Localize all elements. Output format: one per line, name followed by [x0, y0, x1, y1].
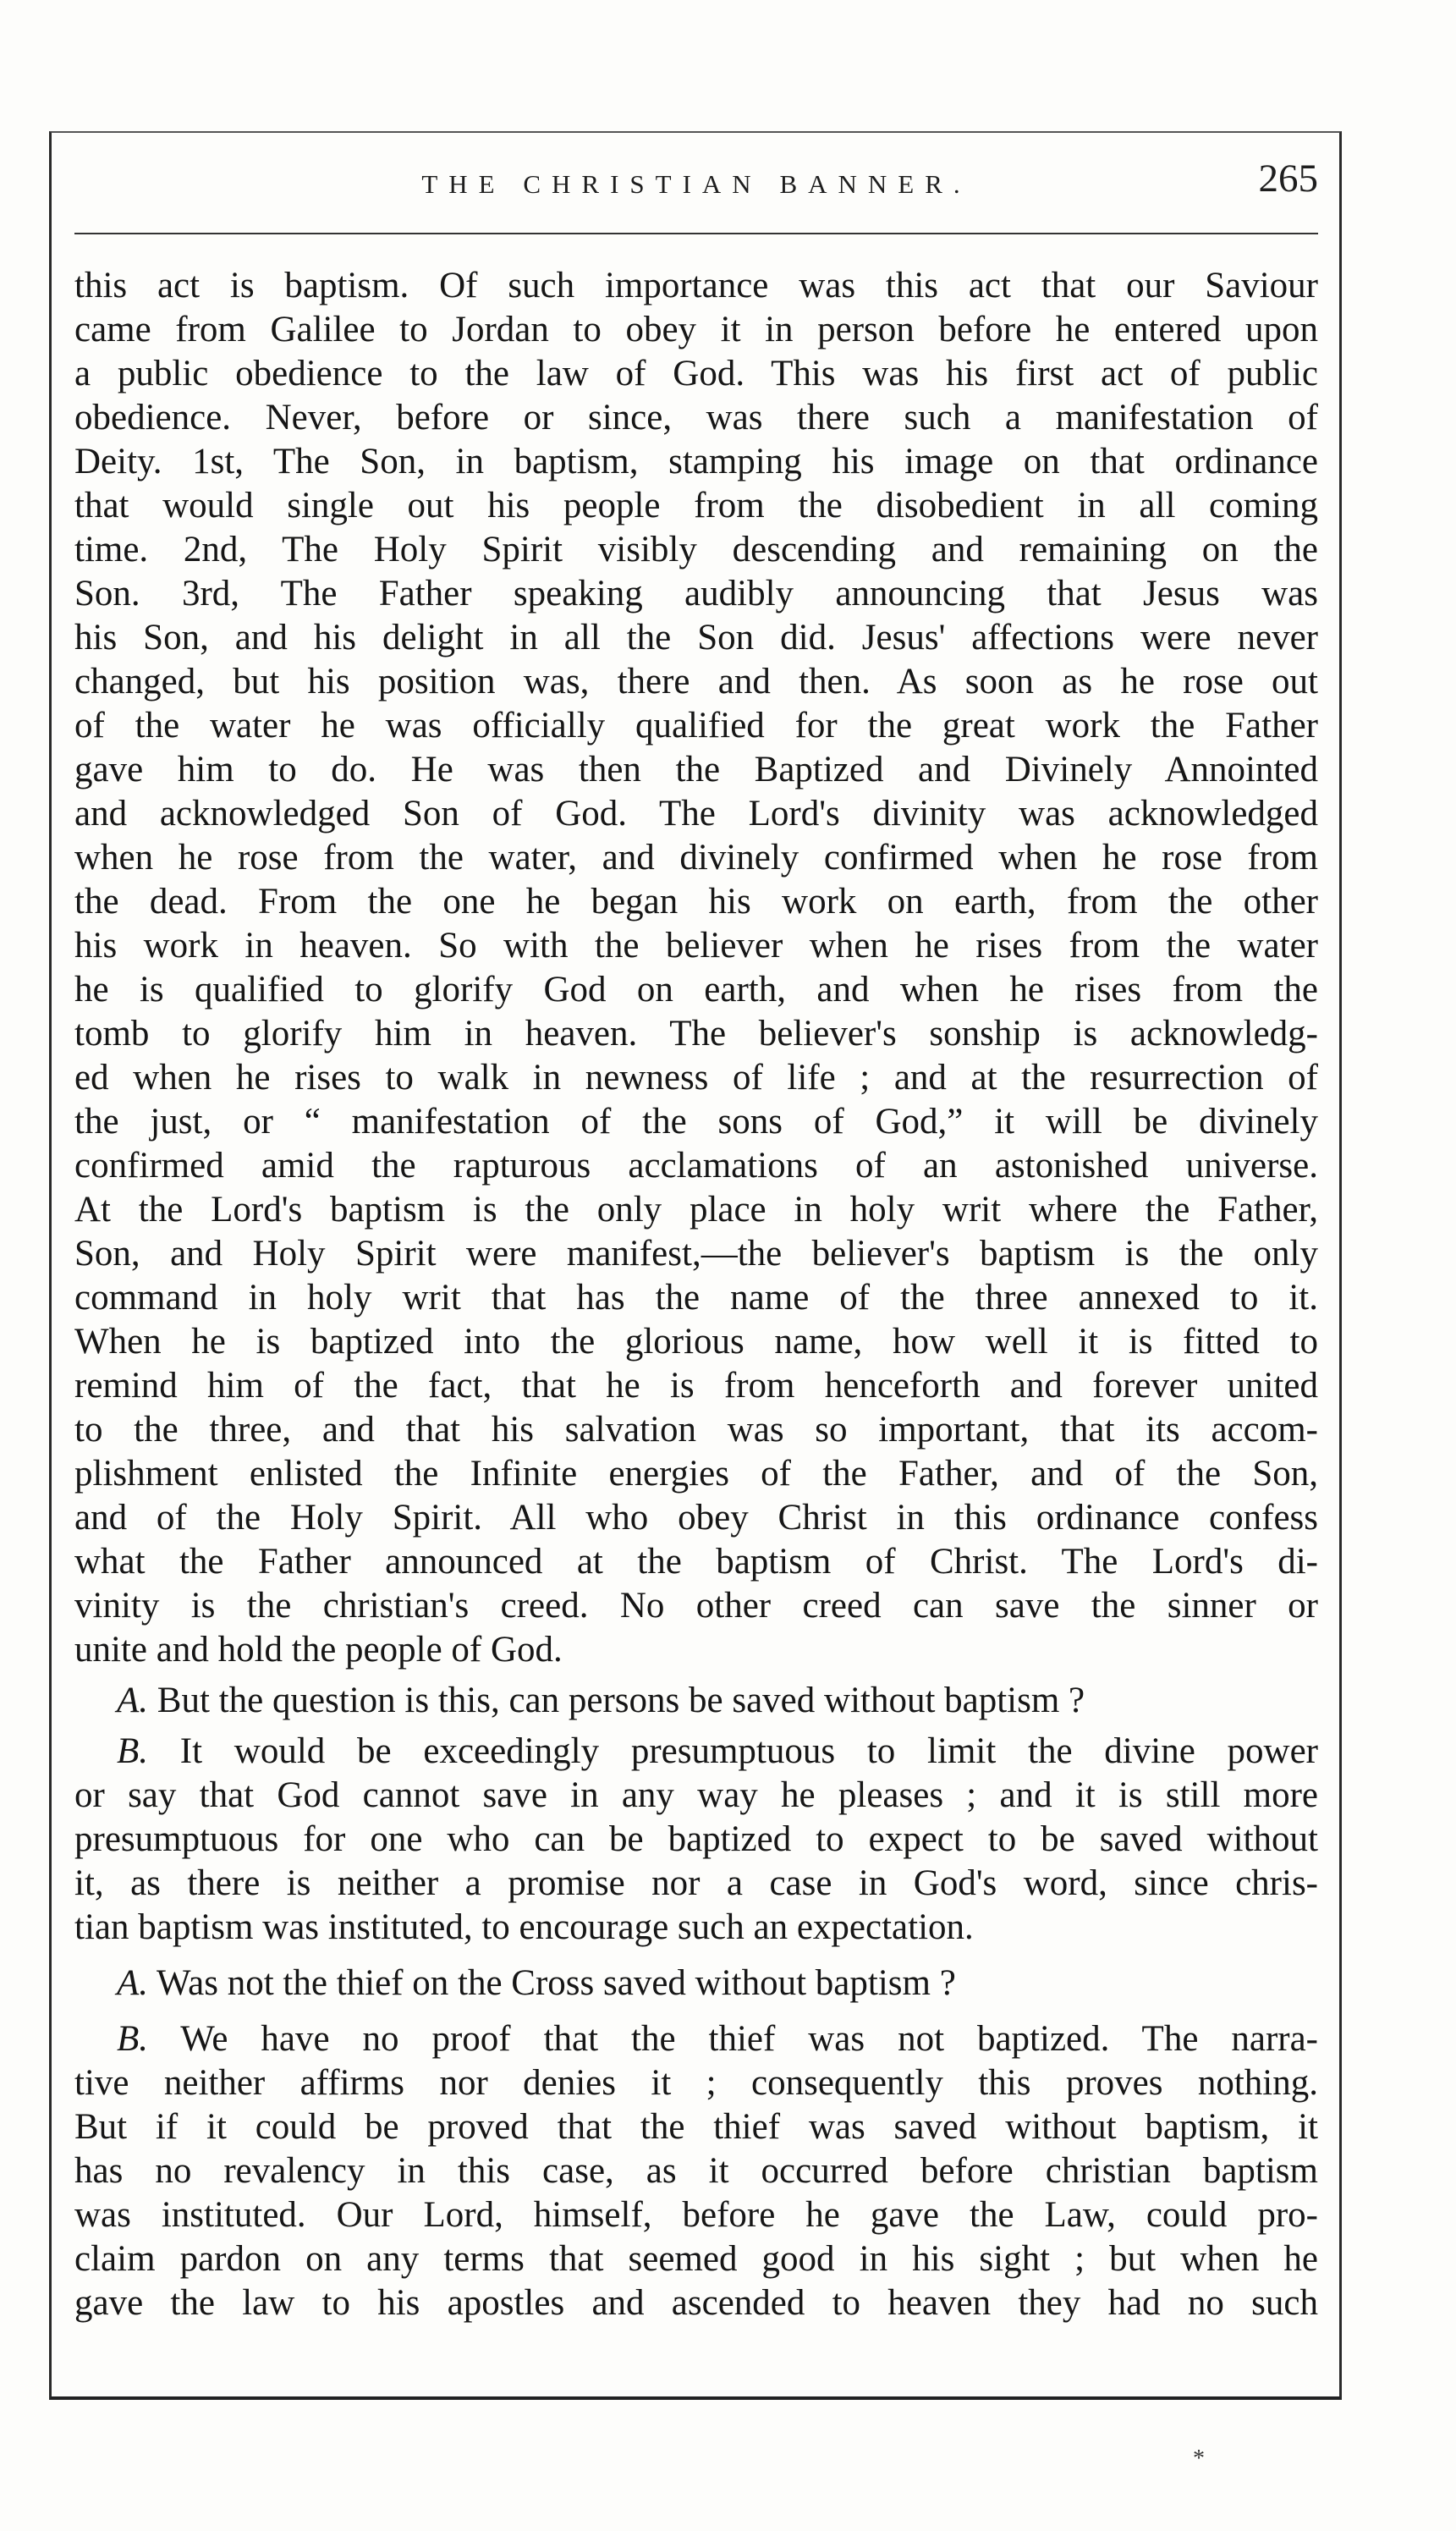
text-line: When he is baptized into the glorious name, how well it is fitted to — [74, 1322, 1318, 1362]
text-line: ed when he rises to walk in newness of life ; and at the resurrection of — [74, 1058, 1318, 1098]
text-line: tomb to glorify him in heaven. The believer's sonship is acknowledg- — [74, 1014, 1318, 1054]
text-line — [74, 1679, 1318, 1723]
speaker-label: A. — [117, 1963, 149, 2003]
text-line: gave him to do. He was then the Baptized and Divinely Annointed — [74, 750, 1318, 790]
text-line: presumptuous for one who can be baptized to expect to be saved without — [74, 1819, 1318, 1859]
text-line: his Son, and his delight in all the Son did. Jesus' affections were never — [74, 618, 1318, 658]
text-line: tian baptism was instituted, to encourage such an expectation. — [74, 1907, 974, 1947]
question-text: But the question is this, can persons be saved without baptism ? — [157, 1681, 1085, 1720]
text-line: confirmed amid the rapturous acclamations of an astonished universe. — [74, 1146, 1318, 1186]
text-line: when he rose from the water, and divinely confirmed when he rose from — [74, 838, 1318, 878]
text-line: came from Galilee to Jordan to obey it in person before he entered upon — [74, 310, 1318, 349]
running-title: THE CHRISTIAN BANNER. — [421, 169, 971, 199]
text-line: of the water he was officially qualified for the great work the Father — [74, 706, 1318, 746]
speaker-label: A. — [117, 1681, 149, 1720]
text-line: B. It would be exceedingly presumptuous to limit the divine power — [117, 1731, 1318, 1771]
text-line: he is qualified to glorify God on earth, and when he rises from the — [74, 970, 1318, 1010]
text-line: gave the law to his apostles and ascended to heaven they had no such — [74, 2283, 1318, 2323]
text-line: B. We have no proof that the thief was not baptized. The narra- — [117, 2019, 1318, 2059]
text-line: Son, and Holy Spirit were manifest,—the believer's baptism is the only — [74, 1234, 1318, 1274]
footer-mark: * — [1193, 2446, 1205, 2472]
text-line: But if it could be proved that the thief was saved without baptism, it — [74, 2107, 1318, 2147]
text-line: this act is baptism. Of such importance was this act that our Saviour — [74, 266, 1318, 305]
text-line: it, as there is neither a promise nor a case in God's word, since chris- — [74, 1863, 1318, 1903]
page-number: 265 — [1258, 157, 1318, 201]
text-line: claim pardon on any terms that seemed good in his sight ; but when he — [74, 2239, 1318, 2279]
text-line: has no revalency in this case, as it occurred before christian baptism — [74, 2151, 1318, 2191]
text-line: was instituted. Our Lord, himself, before he gave the Law, could pro- — [74, 2195, 1318, 2235]
text-line: time. 2nd, The Holy Spirit visibly descending and remaining on the — [74, 530, 1318, 569]
text-line: the dead. From the one he began his work on earth, from the other — [74, 882, 1318, 922]
text-line: and of the Holy Spirit. All who obey Christ in this ordinance confess — [74, 1498, 1318, 1538]
answer-1 — [74, 1730, 1318, 1950]
text-line: that would single out his people from the disobedient in all coming — [74, 486, 1318, 525]
header-rule — [74, 233, 1318, 234]
text-line: vinity is the christian's creed. No other creed can save the sinner or — [74, 1586, 1318, 1626]
text-line: tive neither affirms nor denies it ; consequently this proves nothing. — [74, 2063, 1318, 2103]
text-line: Son. 3rd, The Father speaking audibly announcing that Jesus was — [74, 574, 1318, 613]
text-line: remind him of the fact, that he is from henceforth and forever united — [74, 1366, 1318, 1406]
speaker-label: B. — [117, 1731, 149, 1771]
speaker-label: B. — [117, 2019, 149, 2059]
text-line: to the three, and that his salvation was so important, that its accom- — [74, 1410, 1318, 1450]
text-line: changed, but his position was, there and then. As soon as he rose out — [74, 662, 1318, 702]
text-line: what the Father announced at the baptism of Christ. The Lord's di- — [74, 1542, 1318, 1582]
text-line: or say that God cannot save in any way he pleases ; and it is still more — [74, 1775, 1318, 1815]
body-text — [74, 264, 1318, 2325]
text-line: unite and hold the people of God. — [74, 1630, 563, 1670]
text-line: the just, or “ manifestation of the sons of God,” it will be divinely — [74, 1102, 1318, 1142]
page-header — [74, 152, 1318, 220]
answer-2 — [74, 2017, 1318, 2325]
paragraph-continuation — [74, 264, 1318, 1672]
text-line: plishment enlisted the Infinite energies of the Father, and of the Son, — [74, 1454, 1318, 1494]
question-1 — [74, 1679, 1318, 1723]
text-line: and acknowledged Son of God. The Lord's divinity was acknowledged — [74, 794, 1318, 834]
text-line: command in holy writ that has the name of the three annexed to it. — [74, 1278, 1318, 1318]
question-2 — [74, 1962, 1318, 2006]
text-line: his work in heaven. So with the believer when he rises from the water — [74, 926, 1318, 966]
text-line: Deity. 1st, The Son, in baptism, stamping his image on that ordinance — [74, 442, 1318, 481]
text-line — [74, 1962, 1318, 2006]
text-line: At the Lord's baptism is the only place in holy writ where the Father, — [74, 1190, 1318, 1230]
question-text: Was not the thief on the Cross saved without baptism ? — [157, 1963, 956, 2003]
text-line: a public obedience to the law of God. This was his first act of public — [74, 354, 1318, 393]
text-line: obedience. Never, before or since, was there such a manifestation of — [74, 398, 1318, 437]
